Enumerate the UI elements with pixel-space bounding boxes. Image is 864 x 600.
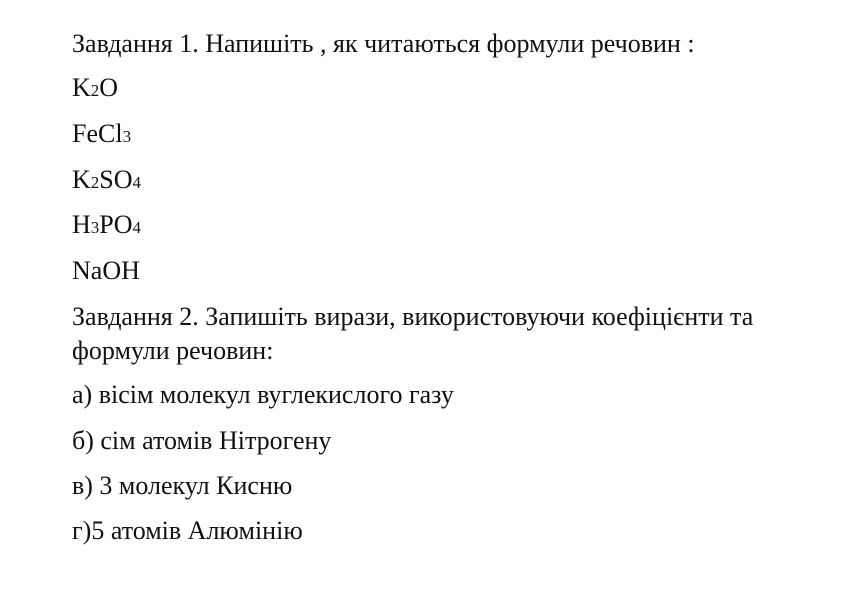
formula-part: O [99, 73, 119, 102]
formula-part: NaOH [72, 256, 140, 285]
task2-item-b: б) сім атомів Нітрогену [72, 426, 332, 455]
formula-h3po4: H 3 PO 4 [72, 208, 141, 242]
formula-part: K [72, 73, 91, 102]
formula-part: H [72, 210, 91, 239]
formula-k2so4: K 2 SO 4 [72, 163, 141, 197]
formula-naoh [72, 254, 140, 288]
formula-part: K [72, 165, 91, 194]
task2-item-d: г)5 атомів Алюмінію [72, 516, 303, 545]
formula-part: SO [99, 165, 133, 194]
formula-part: PO [99, 210, 133, 239]
task2-item-a: а) вісім молекул вуглекислого газу [72, 380, 454, 409]
formula-k2o: K 2 O [72, 71, 118, 105]
task1-heading: Завдання 1. Напишіть , як читаються формули речовин : [72, 29, 695, 58]
formula-part: FeCl [72, 119, 123, 148]
formula-fecl3: FeCl 3 [72, 117, 131, 151]
task2-heading: Завдання 2. Запишіть вирази, використовуючи коефіцієнти та формули речовин: [72, 302, 754, 365]
task2-item-c: в) 3 молекул Кисню [72, 471, 293, 500]
